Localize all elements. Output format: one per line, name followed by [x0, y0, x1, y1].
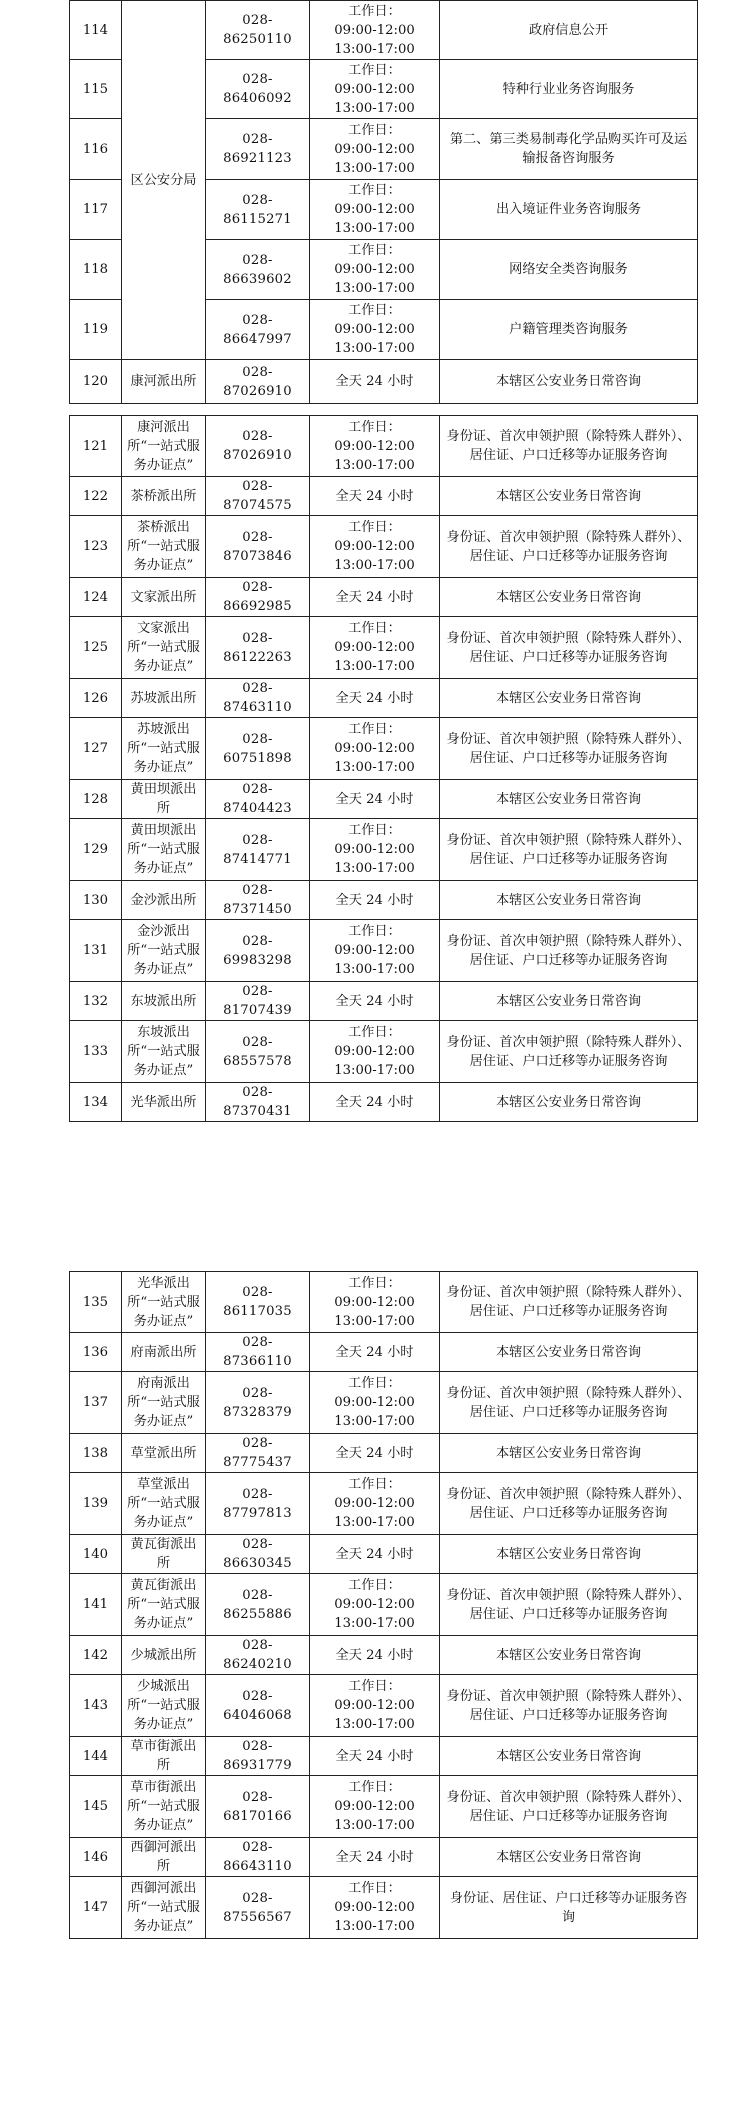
table-row: [70, 1737, 698, 1776]
phone-number: 028-87775437: [206, 1434, 310, 1473]
table-row: [70, 1333, 698, 1372]
unit-name: 黄瓦街派出所: [122, 1535, 206, 1574]
table-row: [70, 920, 698, 982]
service-description: 身份证、首次申领护照（除特殊人群外）、居住证、户口迁移等办证服务咨询: [440, 1372, 698, 1434]
service-hours: 全天 24 小时: [310, 1838, 440, 1877]
service-hours: 工作日： 09:00-12:00 13:00-17:00: [310, 60, 440, 119]
service-hours: 工作日： 09:00-12:00 13:00-17:00: [310, 180, 440, 240]
phone-number: 028-87328379: [206, 1372, 310, 1434]
service-hours: 工作日： 09:00-12:00 13:00-17:00: [310, 119, 440, 180]
row-number: 122: [70, 477, 122, 516]
phone-number: 028-86931779: [206, 1737, 310, 1776]
table-row: [70, 679, 698, 718]
service-description: 身份证、首次申领护照（除特殊人群外）、居住证、户口迁移等办证服务咨询: [440, 1675, 698, 1737]
phone-number: 028-86692985: [206, 578, 310, 617]
table-row: [70, 1535, 698, 1574]
row-number: 129: [70, 819, 122, 881]
service-hours: 工作日： 09:00-12:00 13:00-17:00: [310, 1272, 440, 1333]
table-row: [70, 1021, 698, 1083]
phone-number: 028-87073846: [206, 516, 310, 578]
phone-number: 028-81707439: [206, 982, 310, 1021]
service-description: 户籍管理类咨询服务: [440, 300, 698, 360]
row-number: 138: [70, 1434, 122, 1473]
phone-number: 028-87026910: [206, 416, 310, 477]
unit-name: 西御河派出所: [122, 1838, 206, 1877]
unit-name: 东坡派出所: [122, 982, 206, 1021]
unit-name: 少城派出所: [122, 1636, 206, 1675]
table-row: [70, 477, 698, 516]
phone-number: 028-68557578: [206, 1021, 310, 1083]
service-description: 身份证、首次申领护照（除特殊人群外）、居住证、户口迁移等办证服务咨询: [440, 1473, 698, 1535]
unit-name: 文家派出所“一站式服务办证点”: [122, 617, 206, 679]
table-row: [70, 1776, 698, 1838]
phone-number: 028-86117035: [206, 1272, 310, 1333]
unit-name: 区公安分局: [122, 1, 206, 360]
service-description: 特种行业业务咨询服务: [440, 60, 698, 119]
row-number: 133: [70, 1021, 122, 1083]
service-description: 身份证、首次申领护照（除特殊人群外）、居住证、户口迁移等办证服务咨询: [440, 416, 698, 477]
service-description: 身份证、首次申领护照（除特殊人群外）、居住证、户口迁移等办证服务咨询: [440, 1272, 698, 1333]
row-number: 131: [70, 920, 122, 982]
phone-number: 028-87370431: [206, 1083, 310, 1122]
table-row: [70, 416, 698, 477]
service-description: 身份证、首次申领护照（除特殊人群外）、居住证、户口迁移等办证服务咨询: [440, 1021, 698, 1083]
row-number: 128: [70, 780, 122, 819]
service-description: 本辖区公安业务日常咨询: [440, 360, 698, 404]
phone-number: 028-64046068: [206, 1675, 310, 1737]
service-description: 身份证、首次申领护照（除特殊人群外）、居住证、户口迁移等办证服务咨询: [440, 516, 698, 578]
row-number: 116: [70, 119, 122, 180]
row-number: 143: [70, 1675, 122, 1737]
unit-name: 金沙派出所: [122, 881, 206, 920]
service-description: 本辖区公安业务日常咨询: [440, 982, 698, 1021]
row-number: 120: [70, 360, 122, 404]
phone-number: 028-87026910: [206, 360, 310, 404]
table-row: [70, 1372, 698, 1434]
phone-number: 028-86122263: [206, 617, 310, 679]
row-number: 146: [70, 1838, 122, 1877]
row-number: 135: [70, 1272, 122, 1333]
phone-number: 028-86250110: [206, 1, 310, 60]
phone-number: 028-87404423: [206, 780, 310, 819]
phone-number: 028-87556567: [206, 1877, 310, 1939]
service-description: 本辖区公安业务日常咨询: [440, 578, 698, 617]
service-description: 本辖区公安业务日常咨询: [440, 1083, 698, 1122]
table-row: [70, 881, 698, 920]
unit-name: 西御河派出所“一站式服务办证点”: [122, 1877, 206, 1939]
row-number: 137: [70, 1372, 122, 1434]
phone-number: 028-86115271: [206, 180, 310, 240]
phone-number: 028-86630345: [206, 1535, 310, 1574]
service-hours: 工作日： 09:00-12:00 13:00-17:00: [310, 1574, 440, 1636]
contact-table-part-1: [69, 0, 698, 404]
unit-name: 文家派出所: [122, 578, 206, 617]
row-number: 126: [70, 679, 122, 718]
unit-name: 茶桥派出所: [122, 477, 206, 516]
service-hours: 工作日： 09:00-12:00 13:00-17:00: [310, 416, 440, 477]
row-number: 132: [70, 982, 122, 1021]
phone-number: 028-86647997: [206, 300, 310, 360]
unit-name: 金沙派出所“一站式服务办证点”: [122, 920, 206, 982]
row-number: 136: [70, 1333, 122, 1372]
service-description: 身份证、首次申领护照（除特殊人群外）、居住证、户口迁移等办证服务咨询: [440, 1574, 698, 1636]
phone-number: 028-86921123: [206, 119, 310, 180]
unit-name: 茶桥派出所“一站式服务办证点”: [122, 516, 206, 578]
service-hours: 全天 24 小时: [310, 1535, 440, 1574]
table-row: [70, 718, 698, 780]
service-description: 本辖区公安业务日常咨询: [440, 1737, 698, 1776]
service-description: 政府信息公开: [440, 1, 698, 60]
phone-number: 028-86255886: [206, 1574, 310, 1636]
unit-name: 草市街派出所: [122, 1737, 206, 1776]
table-row: [70, 617, 698, 679]
service-hours: 全天 24 小时: [310, 881, 440, 920]
service-hours: 工作日： 09:00-12:00 13:00-17:00: [310, 1776, 440, 1838]
phone-number: 028-68170166: [206, 1776, 310, 1838]
table-row: [70, 1, 698, 60]
unit-name: 黄田坝派出所“一站式服务办证点”: [122, 819, 206, 881]
service-hours: 工作日： 09:00-12:00 13:00-17:00: [310, 1675, 440, 1737]
table-row: [70, 360, 698, 404]
phone-number: 028-60751898: [206, 718, 310, 780]
service-description: 本辖区公安业务日常咨询: [440, 881, 698, 920]
phone-number: 028-87463110: [206, 679, 310, 718]
row-number: 130: [70, 881, 122, 920]
phone-number: 028-87414771: [206, 819, 310, 881]
table-row: [70, 1473, 698, 1535]
service-hours: 全天 24 小时: [310, 679, 440, 718]
row-number: 139: [70, 1473, 122, 1535]
service-description: 身份证、居住证、户口迁移等办证服务咨询: [440, 1877, 698, 1939]
table-row: [70, 1272, 698, 1333]
phone-number: 028-69983298: [206, 920, 310, 982]
table-row: [70, 1083, 698, 1122]
service-description: 本辖区公安业务日常咨询: [440, 1333, 698, 1372]
service-hours: 全天 24 小时: [310, 360, 440, 404]
service-hours: 工作日： 09:00-12:00 13:00-17:00: [310, 240, 440, 300]
service-hours: 工作日： 09:00-12:00 13:00-17:00: [310, 300, 440, 360]
service-description: 身份证、首次申领护照（除特殊人群外）、居住证、户口迁移等办证服务咨询: [440, 920, 698, 982]
unit-name: 黄田坝派出所: [122, 780, 206, 819]
phone-number: 028-87797813: [206, 1473, 310, 1535]
service-hours: 工作日： 09:00-12:00 13:00-17:00: [310, 1473, 440, 1535]
service-description: 本辖区公安业务日常咨询: [440, 679, 698, 718]
service-hours: 工作日： 09:00-12:00 13:00-17:00: [310, 1372, 440, 1434]
row-number: 142: [70, 1636, 122, 1675]
table-row: [70, 1434, 698, 1473]
service-description: 本辖区公安业务日常咨询: [440, 1535, 698, 1574]
unit-name: 康河派出所: [122, 360, 206, 404]
service-hours: 工作日： 09:00-12:00 13:00-17:00: [310, 1, 440, 60]
table-row: [70, 982, 698, 1021]
service-description: 身份证、首次申领护照（除特殊人群外）、居住证、户口迁移等办证服务咨询: [440, 819, 698, 881]
service-description: 本辖区公安业务日常咨询: [440, 1838, 698, 1877]
service-description: 网络安全类咨询服务: [440, 240, 698, 300]
unit-name: 康河派出所“一站式服务办证点”: [122, 416, 206, 477]
service-description: 身份证、首次申领护照（除特殊人群外）、居住证、户口迁移等办证服务咨询: [440, 617, 698, 679]
phone-number: 028-86639602: [206, 240, 310, 300]
row-number: 124: [70, 578, 122, 617]
row-number: 123: [70, 516, 122, 578]
service-hours: 工作日： 09:00-12:00 13:00-17:00: [310, 1021, 440, 1083]
unit-name: 黄瓦街派出所“一站式服务办证点”: [122, 1574, 206, 1636]
phone-number: 028-87371450: [206, 881, 310, 920]
phone-number: 028-87366110: [206, 1333, 310, 1372]
row-number: 114: [70, 1, 122, 60]
row-number: 145: [70, 1776, 122, 1838]
service-hours: 工作日： 09:00-12:00 13:00-17:00: [310, 617, 440, 679]
service-description: 身份证、首次申领护照（除特殊人群外）、居住证、户口迁移等办证服务咨询: [440, 1776, 698, 1838]
contact-table-part-3: [69, 1271, 698, 1939]
contact-table-part-2: [69, 415, 698, 1122]
phone-number: 028-86240210: [206, 1636, 310, 1675]
phone-number: 028-86406092: [206, 60, 310, 119]
unit-name: 苏坡派出所“一站式服务办证点”: [122, 718, 206, 780]
row-number: 115: [70, 60, 122, 119]
table-row: [70, 1838, 698, 1877]
phone-number: 028-86643110: [206, 1838, 310, 1877]
service-hours: 工作日： 09:00-12:00 13:00-17:00: [310, 819, 440, 881]
row-number: 147: [70, 1877, 122, 1939]
table-row: [70, 578, 698, 617]
service-description: 身份证、首次申领护照（除特殊人群外）、居住证、户口迁移等办证服务咨询: [440, 718, 698, 780]
service-hours: 全天 24 小时: [310, 1434, 440, 1473]
row-number: 140: [70, 1535, 122, 1574]
row-number: 141: [70, 1574, 122, 1636]
unit-name: 苏坡派出所: [122, 679, 206, 718]
unit-name: 光华派出所: [122, 1083, 206, 1122]
service-hours: 工作日： 09:00-12:00 13:00-17:00: [310, 718, 440, 780]
service-hours: 全天 24 小时: [310, 780, 440, 819]
service-hours: 工作日： 09:00-12:00 13:00-17:00: [310, 1877, 440, 1939]
service-description: 本辖区公安业务日常咨询: [440, 477, 698, 516]
row-number: 118: [70, 240, 122, 300]
row-number: 144: [70, 1737, 122, 1776]
unit-name: 东坡派出所“一站式服务办证点”: [122, 1021, 206, 1083]
row-number: 125: [70, 617, 122, 679]
service-hours: 全天 24 小时: [310, 578, 440, 617]
table-row: [70, 1877, 698, 1939]
row-number: 117: [70, 180, 122, 240]
table-row: [70, 1675, 698, 1737]
row-number: 127: [70, 718, 122, 780]
unit-name: 光华派出所“一站式服务办证点”: [122, 1272, 206, 1333]
table-row: [70, 780, 698, 819]
table-row: [70, 819, 698, 881]
phone-number: 028-87074575: [206, 477, 310, 516]
service-description: 本辖区公安业务日常咨询: [440, 1636, 698, 1675]
unit-name: 草市街派出所“一站式服务办证点”: [122, 1776, 206, 1838]
service-hours: 全天 24 小时: [310, 477, 440, 516]
service-hours: 全天 24 小时: [310, 1636, 440, 1675]
table-row: [70, 516, 698, 578]
row-number: 119: [70, 300, 122, 360]
unit-name: 府南派出所“一站式服务办证点”: [122, 1372, 206, 1434]
service-description: 第二、第三类易制毒化学品购买许可及运输报备咨询服务: [440, 119, 698, 180]
row-number: 121: [70, 416, 122, 477]
unit-name: 少城派出所“一站式服务办证点”: [122, 1675, 206, 1737]
service-description: 本辖区公安业务日常咨询: [440, 780, 698, 819]
service-hours: 全天 24 小时: [310, 1737, 440, 1776]
service-description: 出入境证件业务咨询服务: [440, 180, 698, 240]
service-description: 本辖区公安业务日常咨询: [440, 1434, 698, 1473]
table-row: [70, 1574, 698, 1636]
service-hours: 工作日： 09:00-12:00 13:00-17:00: [310, 516, 440, 578]
unit-name: 草堂派出所: [122, 1434, 206, 1473]
unit-name: 草堂派出所“一站式服务办证点”: [122, 1473, 206, 1535]
service-hours: 全天 24 小时: [310, 1333, 440, 1372]
row-number: 134: [70, 1083, 122, 1122]
service-hours: 全天 24 小时: [310, 1083, 440, 1122]
table-row: [70, 1636, 698, 1675]
unit-name: 府南派出所: [122, 1333, 206, 1372]
service-hours: 工作日： 09:00-12:00 13:00-17:00: [310, 920, 440, 982]
service-hours: 全天 24 小时: [310, 982, 440, 1021]
